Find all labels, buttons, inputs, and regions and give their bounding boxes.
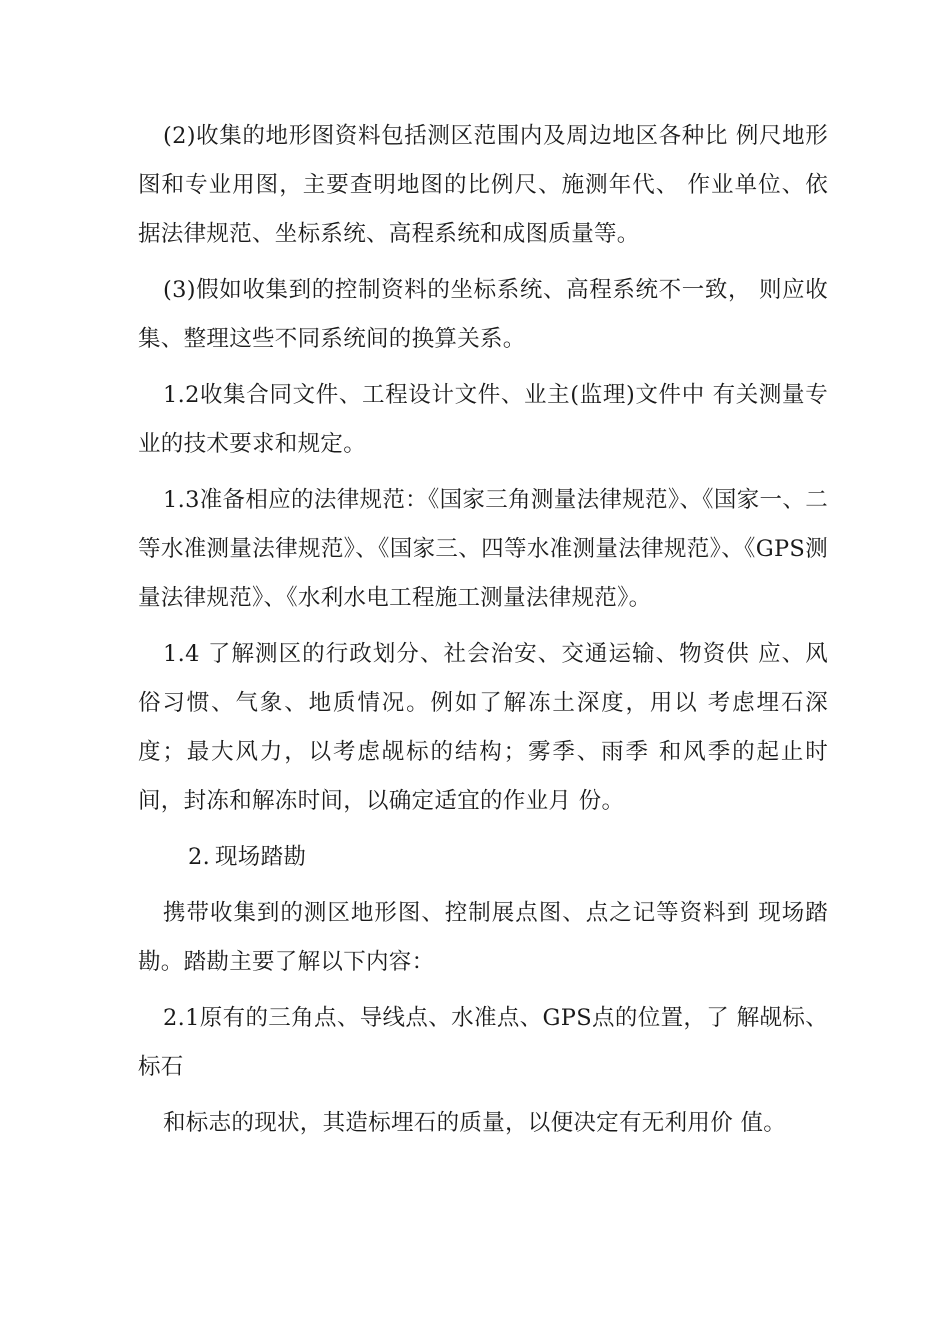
paragraph-survey-area-conditions: 1.4 了解测区的行政划分、社会治安、交通运输、物资供 应、风俗习惯、气象、地质情况。例如了解冻土深度，用以 考虑埋石深度；最大风力，以考虑觇标的结构；雾季、雨季 和风季的起止时间，封冻和解冻时间，以确定适宜的作业月 份。 <box>138 641 828 814</box>
section-heading-number: 2. <box>188 844 211 870</box>
paragraph-marker-condition: 和标志的现状，其造标埋石的质量，以便决定有无利用价 值。 <box>163 1110 787 1136</box>
paragraph-collected-topo-maps: (2)收集的地形图资料包括测区范围内及周边地区各种比 例尺地形图和专业用图，主要查明地图的比例尺、施测年代、 作业单位、依据法律规范、坐标系统、高程系统和成图质量等。 <box>138 123 828 247</box>
paragraph-legal-standards: 1.3准备相应的法律规范：《国家三角测量法律规范》、《国家一、二 等水准测量法律规范》、《国家三、四等水准测量法律规范》、《GPS测 量法律规范》、《水利水电工程施工测量法律规范》。 <box>138 487 828 611</box>
section-heading-title: 现场踏勘 <box>215 844 307 870</box>
paragraph-site-survey-intro: 携带收集到的测区地形图、控制展点图、点之记等资料到 现场踏勘。踏勘主要了解以下内容： <box>138 900 828 975</box>
paragraph-coordinate-system-conversion: (3)假如收集到的控制资料的坐标系统、高程系统不一致， 则应收集、整理这些不同系统间的换算关系。 <box>138 277 828 352</box>
document-page <box>138 112 828 1155</box>
paragraph-contract-documents: 1.2收集合同文件、工程设计文件、业主(监理)文件中 有关测量专业的技术要求和规定。 <box>138 382 828 457</box>
section-heading-site-survey <box>138 833 828 882</box>
paragraph-existing-control-points: 2.1原有的三角点、导线点、水准点、GPS点的位置，了 解觇标、标石 <box>138 1005 828 1080</box>
